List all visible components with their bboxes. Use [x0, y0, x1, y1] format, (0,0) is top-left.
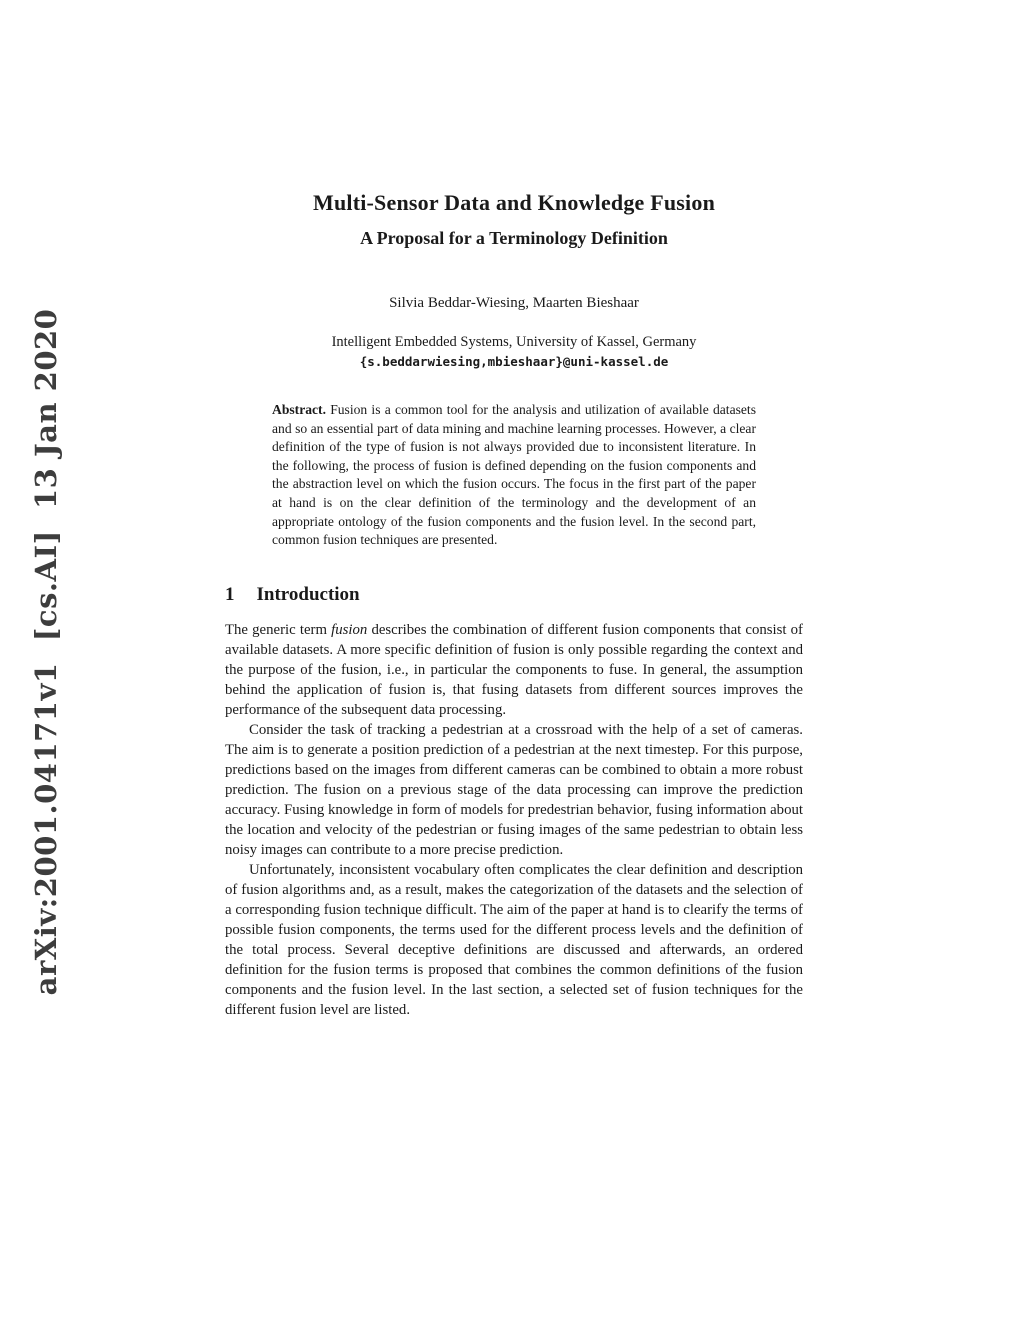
affiliation-line: Intelligent Embedded Systems, University of Kassel, Germany	[331, 334, 697, 350]
paper-subtitle: A Proposal for a Terminology Definition	[360, 228, 668, 248]
email-line: {s.beddarwiesing,mbieshaar}@uni-kassel.de	[359, 354, 669, 369]
paragraph-intro-1	[225, 620, 803, 720]
authors-line: Silvia Beddar-Wiesing, Maarten Bieshaar	[389, 295, 639, 311]
paragraph-intro-3: Unfortunately, inconsistent vocabulary often complicates the clear definition and description of fusion algorithms and, as a result, makes the categorization of the datasets and the selection of a corresponding fusion technique difficult. The aim of the paper at hand is to clearify the terms of possible fusion components, the terms used for the different process levels and the definition of the total process. Several deceptive definitions are discussed and afterwards, an ordered definition for the fusion terms is proposed that combines the common definitions of the fusion components and the fusion level. In the last section, a selected set of fusion techniques for the different fusion level are listed.	[225, 861, 803, 1018]
paragraph-intro-1-after: describes the combination of different fusion components that consist of available datasets. A more specific definition of fusion is only possible regarding the context and the purpose of the fusion, i.e., in particular the components to fuse. In general, the assumption behind the application of fusion is, that fusing datasets from different sources improves the performance of the subsequent data processing.	[225, 621, 803, 718]
paper-title: Multi-Sensor Data and Knowledge Fusion	[312, 190, 716, 215]
section-heading-introduction	[225, 584, 803, 606]
paper-content	[225, 0, 803, 1020]
abstract-text: Fusion is a common tool for the analysis and utilization of available datasets and so an essential part of data mining and machine learning processes. However, a clear definition of the type of fusion is not always provided due to inconsistent literature. In the following, the process of fusion is defined depending on the fusion components and the abstraction level on which the fusion occurs. The focus in the first part of the paper at hand is on the clear definition of the terminology and the development of an appropriate ontology of the fusion components and the fusion level. In the second part, common fusion techniques are presented.	[272, 402, 756, 548]
arxiv-watermark: arXiv:2001.04171v1 [cs.AI] 13 Jan 2020	[29, 308, 63, 996]
section-number: 1	[225, 583, 235, 605]
abstract-block	[272, 401, 756, 550]
paragraph-intro-2: Consider the task of tracking a pedestrian at a crossroad with the help of a set of cameras. The aim is to generate a position prediction of a pedestrian at the next timestep. For this purpose, predictions based on the images from different cameras can be combined to obtain a more robust prediction. The fusion on a previous stage of the data processing can improve the prediction accuracy. Fusing knowledge in form of models for predestrian behavior, fusing information about the location and velocity of the pedestrian or fusing images of the same pedestrian to obtain less noisy images can contribute to a more precise prediction.	[225, 721, 803, 858]
paragraph-intro-1-italic-term: fusion	[331, 621, 368, 638]
paragraph-intro-1-before: The generic term	[225, 621, 332, 638]
abstract-label: Abstract.	[272, 402, 326, 417]
section-title: Introduction	[256, 583, 360, 605]
